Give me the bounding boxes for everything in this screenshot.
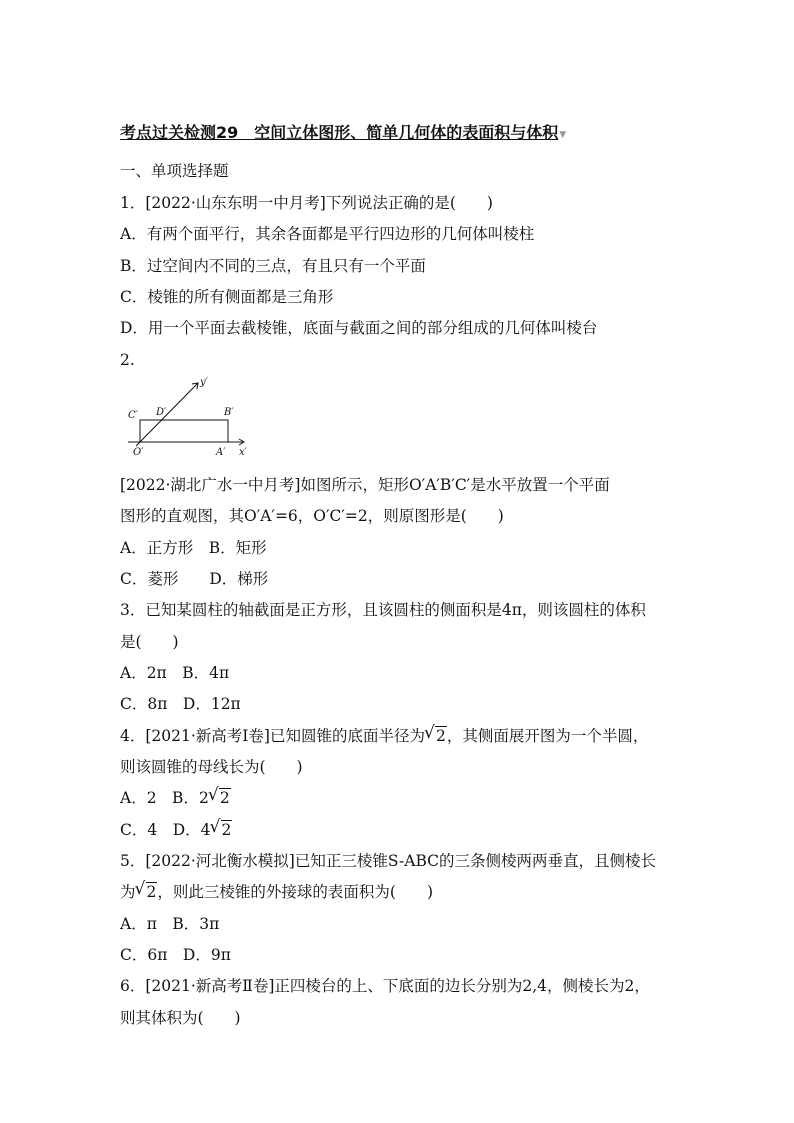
q4-opt1-radicand: 2: [219, 789, 230, 807]
q1-stem: 1．[2022·山东东明一中月考]下列说法正确的是( ): [120, 194, 493, 212]
q4-radicand: 2: [435, 727, 446, 745]
label-d: D′: [156, 407, 167, 418]
q4-options-ab: [120, 787, 231, 809]
sqrt-symbol: [425, 725, 447, 747]
q1-option-a: A．有两个面平行，其余各面都是平行四边形的几何体叫棱柱: [120, 225, 535, 243]
y-axis-line: [136, 383, 198, 446]
q4-opt2-radicand: 2: [221, 821, 232, 839]
q4-stem-line2: 则该圆锥的母线长为( ): [120, 758, 303, 776]
sqrt-symbol: [209, 787, 231, 809]
q4-opt2-text: C．4 D．4: [120, 821, 211, 839]
q5-options-ab: A．π B．3π: [120, 915, 220, 933]
rectangle-oabc: [140, 420, 228, 442]
q5-stem2-post: ，则此三棱锥的外接球的表面积为( ): [157, 883, 433, 901]
q2-number: 2.: [120, 351, 135, 369]
q2-stem-line1: [2022·湖北广水一中月考]如图所示，矩形O′A′B′C′是水平放置一个平面: [120, 476, 610, 494]
q5-radicand: 2: [146, 883, 157, 901]
sqrt-symbol: [211, 819, 233, 841]
q3-stem-line1: 3．已知某圆柱的轴截面是正方形，且该圆柱的侧面积是4π，则该圆柱的体积: [120, 601, 646, 619]
label-b: B′: [224, 407, 234, 418]
q1-option-c: C．棱锥的所有侧面都是三角形: [120, 288, 334, 306]
q3-stem-line2: 是( ): [120, 633, 179, 651]
q4-opt1-text: A．2 B．2: [120, 789, 209, 807]
q4-stem-line1: [120, 725, 648, 747]
title-text: 考点过关检测29 空间立体图形、简单几何体的表面积与体积: [120, 123, 559, 142]
q4-options-cd: [120, 819, 232, 841]
q2-figure-svg: [120, 375, 260, 460]
label-x: x′: [239, 447, 247, 458]
q2-figure-intuitive-diagram: [120, 375, 260, 460]
page-title: [120, 120, 566, 143]
q6-stem-line1: 6．[2021·新高考Ⅱ卷]正四棱台的上、下底面的边长分别为2,4，侧棱长为2，: [120, 977, 650, 995]
q5-stem-line2: [120, 881, 433, 903]
q2-options-ab: A．正方形 B．矩形: [120, 539, 267, 557]
q4-stem-pre: 4．[2021·新高考Ⅰ卷]已知圆锥的底面半径为: [120, 727, 425, 745]
sqrt-symbol: [136, 881, 158, 903]
label-o: O′: [133, 447, 144, 458]
label-a: A′: [216, 447, 226, 458]
label-y: y′: [200, 377, 208, 388]
q6-stem-line2: 则其体积为( ): [120, 1009, 241, 1027]
q5-stem2-pre: 为: [120, 883, 136, 901]
q2-options-cd: C．菱形 D．梯形: [120, 570, 269, 588]
q3-options-ab: A．2π B．4π: [120, 664, 230, 682]
q1-option-b: B．过空间内不同的三点，有且只有一个平面: [120, 257, 426, 275]
q1-option-d: D．用一个平面去截棱锥，底面与截面之间的部分组成的几何体叫棱台: [120, 319, 598, 337]
label-c: C′: [128, 410, 138, 421]
dropdown-triangle-icon: ▼: [559, 130, 567, 140]
q4-stem-post: ，其侧面展开图为一个半圆，: [446, 727, 649, 745]
q5-options-cd: C．6π D．9π: [120, 946, 231, 964]
q3-options-cd: C．8π D．12π: [120, 695, 241, 713]
section-heading: 一、单项选择题: [120, 162, 229, 180]
q2-stem-line2: 图形的直观图，其O′A′=6，O′C′=2，则原图形是( ): [120, 507, 504, 525]
q5-stem-line1: 5．[2022·河北衡水模拟]已知正三棱锥S-ABC的三条侧棱两两垂直，且侧棱长: [120, 852, 656, 870]
